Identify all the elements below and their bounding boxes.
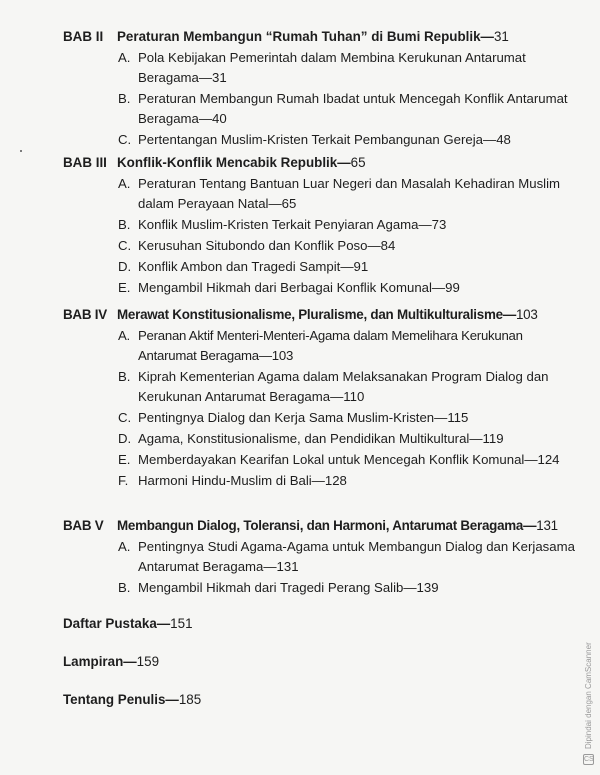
list-item	[118, 48, 583, 88]
list-item	[118, 257, 583, 277]
list-item	[118, 89, 583, 129]
list-item	[118, 326, 583, 366]
chapter-page: 131	[536, 518, 558, 533]
item-text: Agama, Konstitusionalisme, dan Pendidikan Multikultural—119	[138, 431, 504, 446]
item-text: Kerusuhan Situbondo dan Konflik Poso—84	[138, 238, 396, 253]
item-text: Konflik Ambon dan Tragedi Sampit—91	[138, 259, 369, 274]
item-text: Peraturan Membangun Rumah Ibadat untuk Mencegah Konflik Antarumat Beragama—40	[138, 91, 568, 126]
item-letter: B.	[118, 217, 131, 232]
item-letter: B.	[118, 91, 131, 106]
list-item	[118, 450, 583, 470]
list-item	[118, 130, 583, 150]
list-item	[118, 429, 583, 449]
item-letter: D.	[118, 431, 132, 446]
list-item	[118, 215, 583, 235]
list-item	[118, 278, 583, 298]
item-letter: A.	[118, 539, 131, 554]
item-text: Pertentangan Muslim-Kristen Terkait Pembangunan Gereja—48	[138, 132, 511, 147]
chapter-page: 103	[515, 307, 538, 322]
chapter-heading	[63, 515, 583, 536]
chapter-title: Membangun Dialog, Toleransi, dan Harmoni, Antarumat Beragama—	[117, 518, 537, 533]
item-letter: E.	[118, 280, 131, 295]
item-text: Pentingnya Dialog dan Kerja Sama Muslim-Kristen—115	[138, 410, 469, 425]
chapter-number: BAB III	[63, 155, 107, 170]
back-matter-tentang-penulis	[63, 690, 201, 710]
item-letter: E.	[118, 452, 131, 467]
list-item	[118, 578, 583, 598]
item-letter: A.	[118, 328, 130, 343]
list-item	[118, 236, 583, 256]
item-text: Peranan Aktif Menteri-Menteri-Agama dalam Memelihara Kerukunan Antarumat Beragama—103	[138, 328, 523, 363]
chapter-heading	[63, 304, 583, 325]
chapter-number: BAB IV	[63, 307, 107, 322]
back-matter-page: 151	[170, 616, 193, 631]
item-letter: C.	[118, 410, 132, 425]
item-text: Peraturan Tentang Bantuan Luar Negeri dan Masalah Kehadiran Muslim dalam Perayaan Natal—65	[138, 176, 561, 211]
back-matter-title: Daftar Pustaka—	[63, 616, 171, 631]
scanner-watermark	[582, 642, 596, 765]
chapter-page: 65	[350, 155, 366, 170]
chapter-items	[118, 48, 583, 150]
item-letter: C.	[118, 238, 132, 253]
chapter-items	[118, 537, 583, 598]
chapter-page: 31	[493, 29, 509, 44]
chapter-heading	[63, 152, 583, 173]
chapter-bab-iii	[63, 152, 583, 299]
chapter-items	[118, 326, 583, 491]
list-item	[118, 537, 583, 577]
item-text: Pentingnya Studi Agama-Agama untuk Membangun Dialog dan Kerjasama Antarumat Beragama—131	[138, 539, 575, 574]
item-text: Mengambil Hikmah dari Berbagai Konflik Komunal—99	[138, 280, 460, 295]
chapter-number: BAB V	[63, 518, 104, 533]
item-text: Pola Kebijakan Pemerintah dalam Membina Kerukunan Antarumat Beragama—31	[138, 50, 526, 85]
list-item	[118, 408, 583, 428]
list-item	[118, 471, 583, 491]
item-text: Konflik Muslim-Kristen Terkait Penyiaran Agama—73	[138, 217, 447, 232]
chapter-title: Konflik-Konflik Mencabik Republik—	[117, 155, 351, 170]
chapter-heading	[63, 26, 583, 47]
back-matter-title: Lampiran—	[63, 654, 137, 669]
item-letter: B.	[118, 369, 131, 384]
back-matter-page: 185	[178, 692, 202, 707]
item-text: Harmoni Hindu-Muslim di Bali—128	[138, 473, 347, 488]
chapter-bab-iv	[63, 304, 583, 492]
item-text: Mengambil Hikmah dari Tragedi Perang Salib—139	[138, 580, 439, 595]
item-letter: A.	[118, 50, 131, 65]
chapter-title: Peraturan Membangun “Rumah Tuhan” di Bumi Republik—	[117, 29, 494, 44]
back-matter-lampiran	[63, 652, 159, 672]
chapter-bab-v	[63, 515, 583, 599]
chapter-number: BAB II	[63, 29, 104, 44]
item-letter: C.	[118, 132, 132, 147]
camscanner-icon: CS	[584, 756, 594, 763]
chapter-items	[118, 174, 583, 298]
scan-speck	[20, 150, 22, 152]
list-item	[118, 174, 583, 214]
item-letter: A.	[118, 176, 131, 191]
chapter-title: Merawat Konstitusionalisme, Pluralisme, dan Multikulturalisme—	[117, 307, 516, 322]
item-text: Kiprah Kementerian Agama dalam Melaksanakan Program Dialog dan Kerukunan Antarumat Beragama—110	[138, 369, 549, 404]
list-item	[118, 367, 583, 407]
item-text: Memberdayakan Kearifan Lokal untuk Mencegah Konflik Komunal—124	[138, 452, 560, 467]
item-letter: F.	[118, 473, 129, 488]
item-letter: B.	[118, 580, 131, 595]
watermark-text: Dipindai dengan CamScanner	[584, 642, 593, 749]
back-matter-title: Tentang Penulis—	[63, 692, 179, 707]
chapter-bab-ii	[63, 26, 583, 151]
back-matter-page: 159	[136, 654, 160, 669]
back-matter-daftar-pustaka	[63, 614, 193, 634]
item-letter: D.	[118, 259, 132, 274]
